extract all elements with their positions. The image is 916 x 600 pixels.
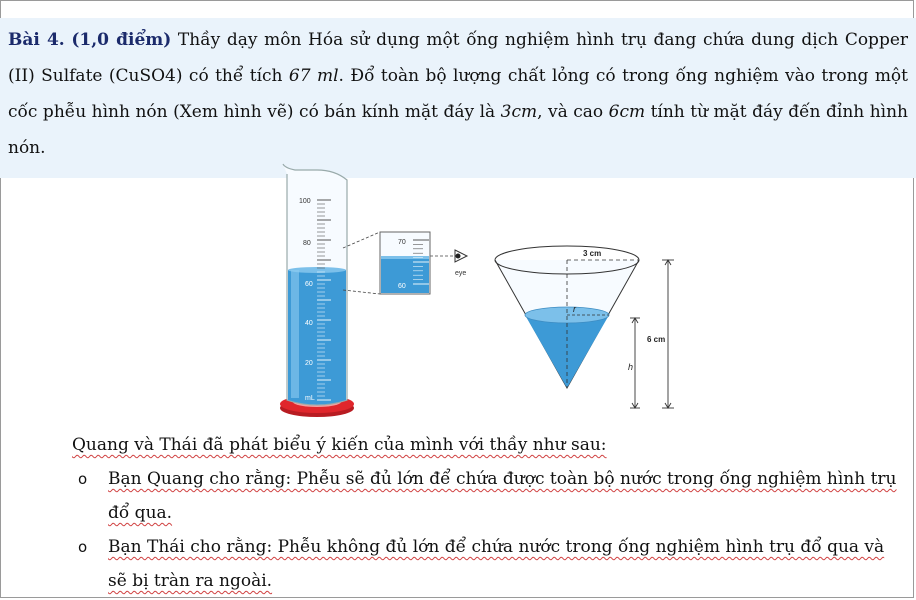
bullet-icon: o <box>78 538 88 556</box>
zoom-label-60: 60 <box>398 283 406 290</box>
cylinder-label-40: 40 <box>305 320 313 327</box>
cylinder-label-ml: mL <box>305 395 315 402</box>
eye-label: eye <box>455 270 467 277</box>
problem-text-2: có thể tích <box>182 66 289 86</box>
problem-volume: 67 ml <box>288 66 339 86</box>
cylinder-label-80: 80 <box>303 240 311 247</box>
opinion-thai <box>72 530 912 598</box>
problem-radius: 3cm <box>500 102 538 122</box>
problem-text-1: Thầy dạy môn Hóa sử dụng một ống nghiệm hình trụ đang chứa dung dịch Copper (II) Sulfate <box>8 30 909 86</box>
opinion-quang-line2: đổ qua. <box>108 503 173 523</box>
bullet-icon: o <box>78 470 88 488</box>
cylinder-label-60: 60 <box>305 281 313 288</box>
cylinder-label-20: 20 <box>305 360 313 367</box>
problem-text-3: . Đổ toàn bộ lượng chất lỏng có trong ống nghiệm vào trong một cốc phễu hình nón (Xem hình vẽ) có bán kính mặt đáy là <box>8 66 909 122</box>
zoom-label-70: 70 <box>398 239 406 246</box>
problem-statement <box>8 22 908 166</box>
opinion-quang <box>72 462 912 530</box>
problem-text-4: , và cao <box>537 102 609 122</box>
opinions-section <box>72 428 912 598</box>
problem-height: 6cm <box>608 102 646 122</box>
cone-funnel <box>495 246 639 388</box>
cone-r-label: r <box>573 304 576 314</box>
problem-formula: (CuSO4) <box>108 66 183 86</box>
problem-points: (1,0 điểm) <box>71 30 172 50</box>
opinion-thai-line1: Bạn Thái cho rằng: Phễu không đủ lớn để chứa nước trong ống nghiệm hình trụ đổ qua và <box>108 537 885 557</box>
cone-height-label: 6 cm <box>647 335 666 344</box>
cone-h-label: h <box>628 362 634 372</box>
height-dimension <box>630 260 674 408</box>
opinions-intro: Quang và Thái đã phát biểu ý kiến của mình với thầy như sau: <box>72 435 607 455</box>
opinion-thai-line2: sẽ bị tràn ra ngoài. <box>108 571 273 591</box>
figure-illustration <box>255 160 695 430</box>
eye-icon <box>455 250 467 277</box>
graduated-cylinder <box>280 164 354 417</box>
problem-number: Bài 4. <box>8 30 65 50</box>
zoomed-scale <box>380 232 430 294</box>
problem-text-5: tính từ mặt đáy đến đỉnh hình nón. <box>8 102 908 158</box>
cone-radius-label: 3 cm <box>583 249 602 258</box>
cylinder-label-100: 100 <box>299 198 311 205</box>
opinion-quang-line1: Bạn Quang cho rằng: Phễu sẽ đủ lớn để chứa được toàn bộ nước trong ống nghiệm hình trụ <box>108 469 897 489</box>
